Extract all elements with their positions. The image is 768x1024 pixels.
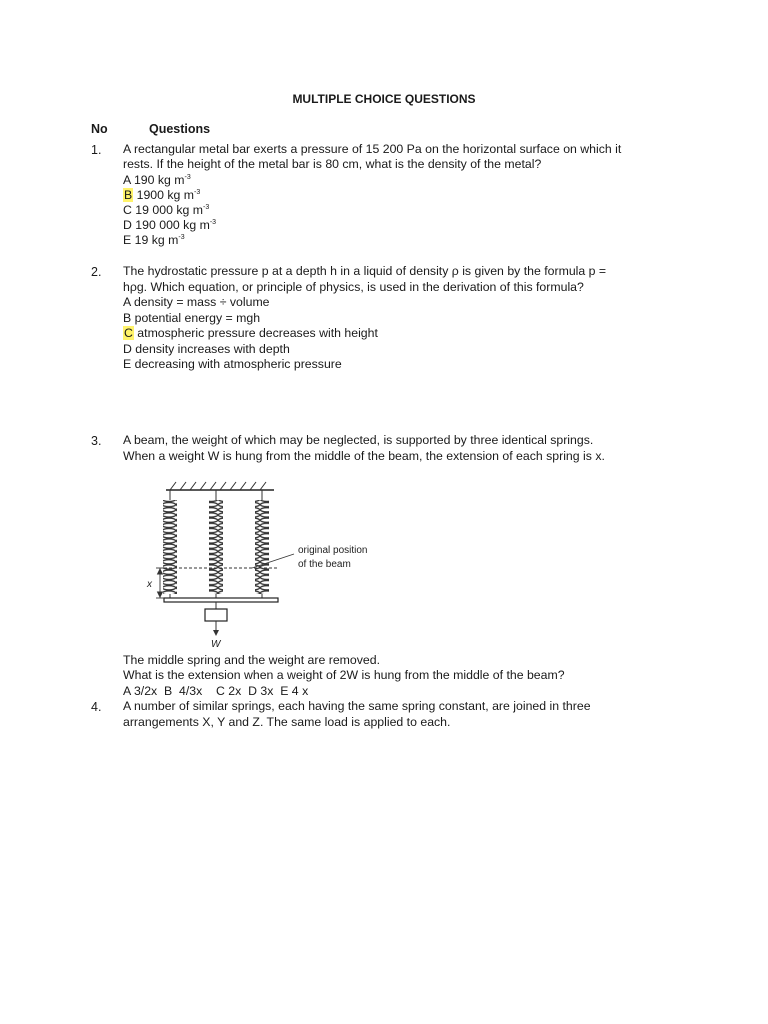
q2-option-d [123,342,290,357]
option-text: 190 000 kg m [131,218,210,232]
ceiling-hatching [170,482,266,490]
q1-option-e [123,233,185,248]
option-text: density increases with depth [131,342,290,356]
option-letter: B [123,311,132,325]
q2-option-e [123,357,342,372]
option-letter-highlighted: C [124,326,133,340]
spring-right [255,490,269,599]
weight-arrow-head [213,630,219,636]
q2-option-a [123,295,270,310]
spring-middle [209,490,223,599]
q1-option-b [123,188,200,203]
question-1-text-line1: A rectangular metal bar exerts a pressure of 15 200 Pa on the horizontal surface on which it [123,142,622,156]
question-3-text-line2: When a weight W is hung from the middle of the beam, the extension of each spring is x. [123,449,605,463]
question-3-text-line4: What is the extension when a weight of 2W is hung from the middle of the beam? [123,668,565,682]
extension-dimension [156,568,164,598]
option-text: decreasing with atmospheric pressure [131,357,342,371]
column-header-no: No [91,122,108,136]
question-1-number: 1. [91,143,102,157]
page-title: MULTIPLE CHOICE QUESTIONS [292,92,476,106]
beam [164,598,278,602]
original-position-label-2: of the beam [298,559,351,570]
option-exponent: -3 [184,173,191,181]
option-text: potential energy = mgh [131,311,261,325]
q1-option-d [123,218,216,233]
option-exponent: -3 [209,218,217,226]
column-header-questions: Questions [149,122,211,136]
option-letter: D [123,218,132,232]
spring-beam-diagram [134,476,390,652]
option-text: 19 000 kg m [131,203,203,217]
question-3-text-line1: A beam, the weight of which may be neglected, is supported by three identical springs. [123,433,594,447]
option-letter: A [123,173,131,187]
q2-option-c [123,326,378,341]
q1-option-c [123,203,209,218]
question-2-text-line1: The hydrostatic pressure p at a depth h in a liquid of density ρ is given by the formula p = [123,264,607,278]
option-text: 1900 kg m [133,188,195,202]
question-3-number: 3. [91,434,102,448]
question-4-text-line1: A number of similar springs, each having the same spring constant, are joined in three [123,699,591,713]
option-letter-highlighted: B [124,188,133,202]
option-exponent: -3 [178,233,185,241]
spring-left [163,490,177,599]
question-3-answers: A 3/2x B 4/3x C 2x D 3x E 4 x [123,684,309,698]
option-letter: E [123,233,132,247]
option-text: atmospheric pressure decreases with height [133,326,378,340]
question-3-text-line3: The middle spring and the weight are removed. [123,653,381,667]
option-text: 19 kg m [131,233,179,247]
original-position-label-1: original position [298,545,368,556]
option-exponent: -3 [194,188,201,196]
weight-label: W [211,639,221,650]
weight-block [205,609,227,621]
option-text: density = mass ÷ volume [130,295,270,309]
q2-option-b [123,311,260,326]
option-letter: D [123,342,132,356]
question-2-text-line2: hρg. Which equation, or principle of physics, is used in the derivation of this formula? [123,280,584,294]
extension-label: x [147,579,152,590]
q1-option-a [123,173,191,188]
question-1-text-line2: rests. If the height of the metal bar is 80 cm, what is the density of the metal? [123,157,542,171]
option-letter: A [123,295,131,309]
option-letter: E [123,357,132,371]
option-exponent: -3 [202,203,210,211]
option-text: 190 kg m [130,173,185,187]
question-4-text-line2: arrangements X, Y and Z. The same load is applied to each. [123,715,451,729]
option-letter: C [123,203,132,217]
question-2-number: 2. [91,265,102,279]
question-4-number: 4. [91,700,102,714]
